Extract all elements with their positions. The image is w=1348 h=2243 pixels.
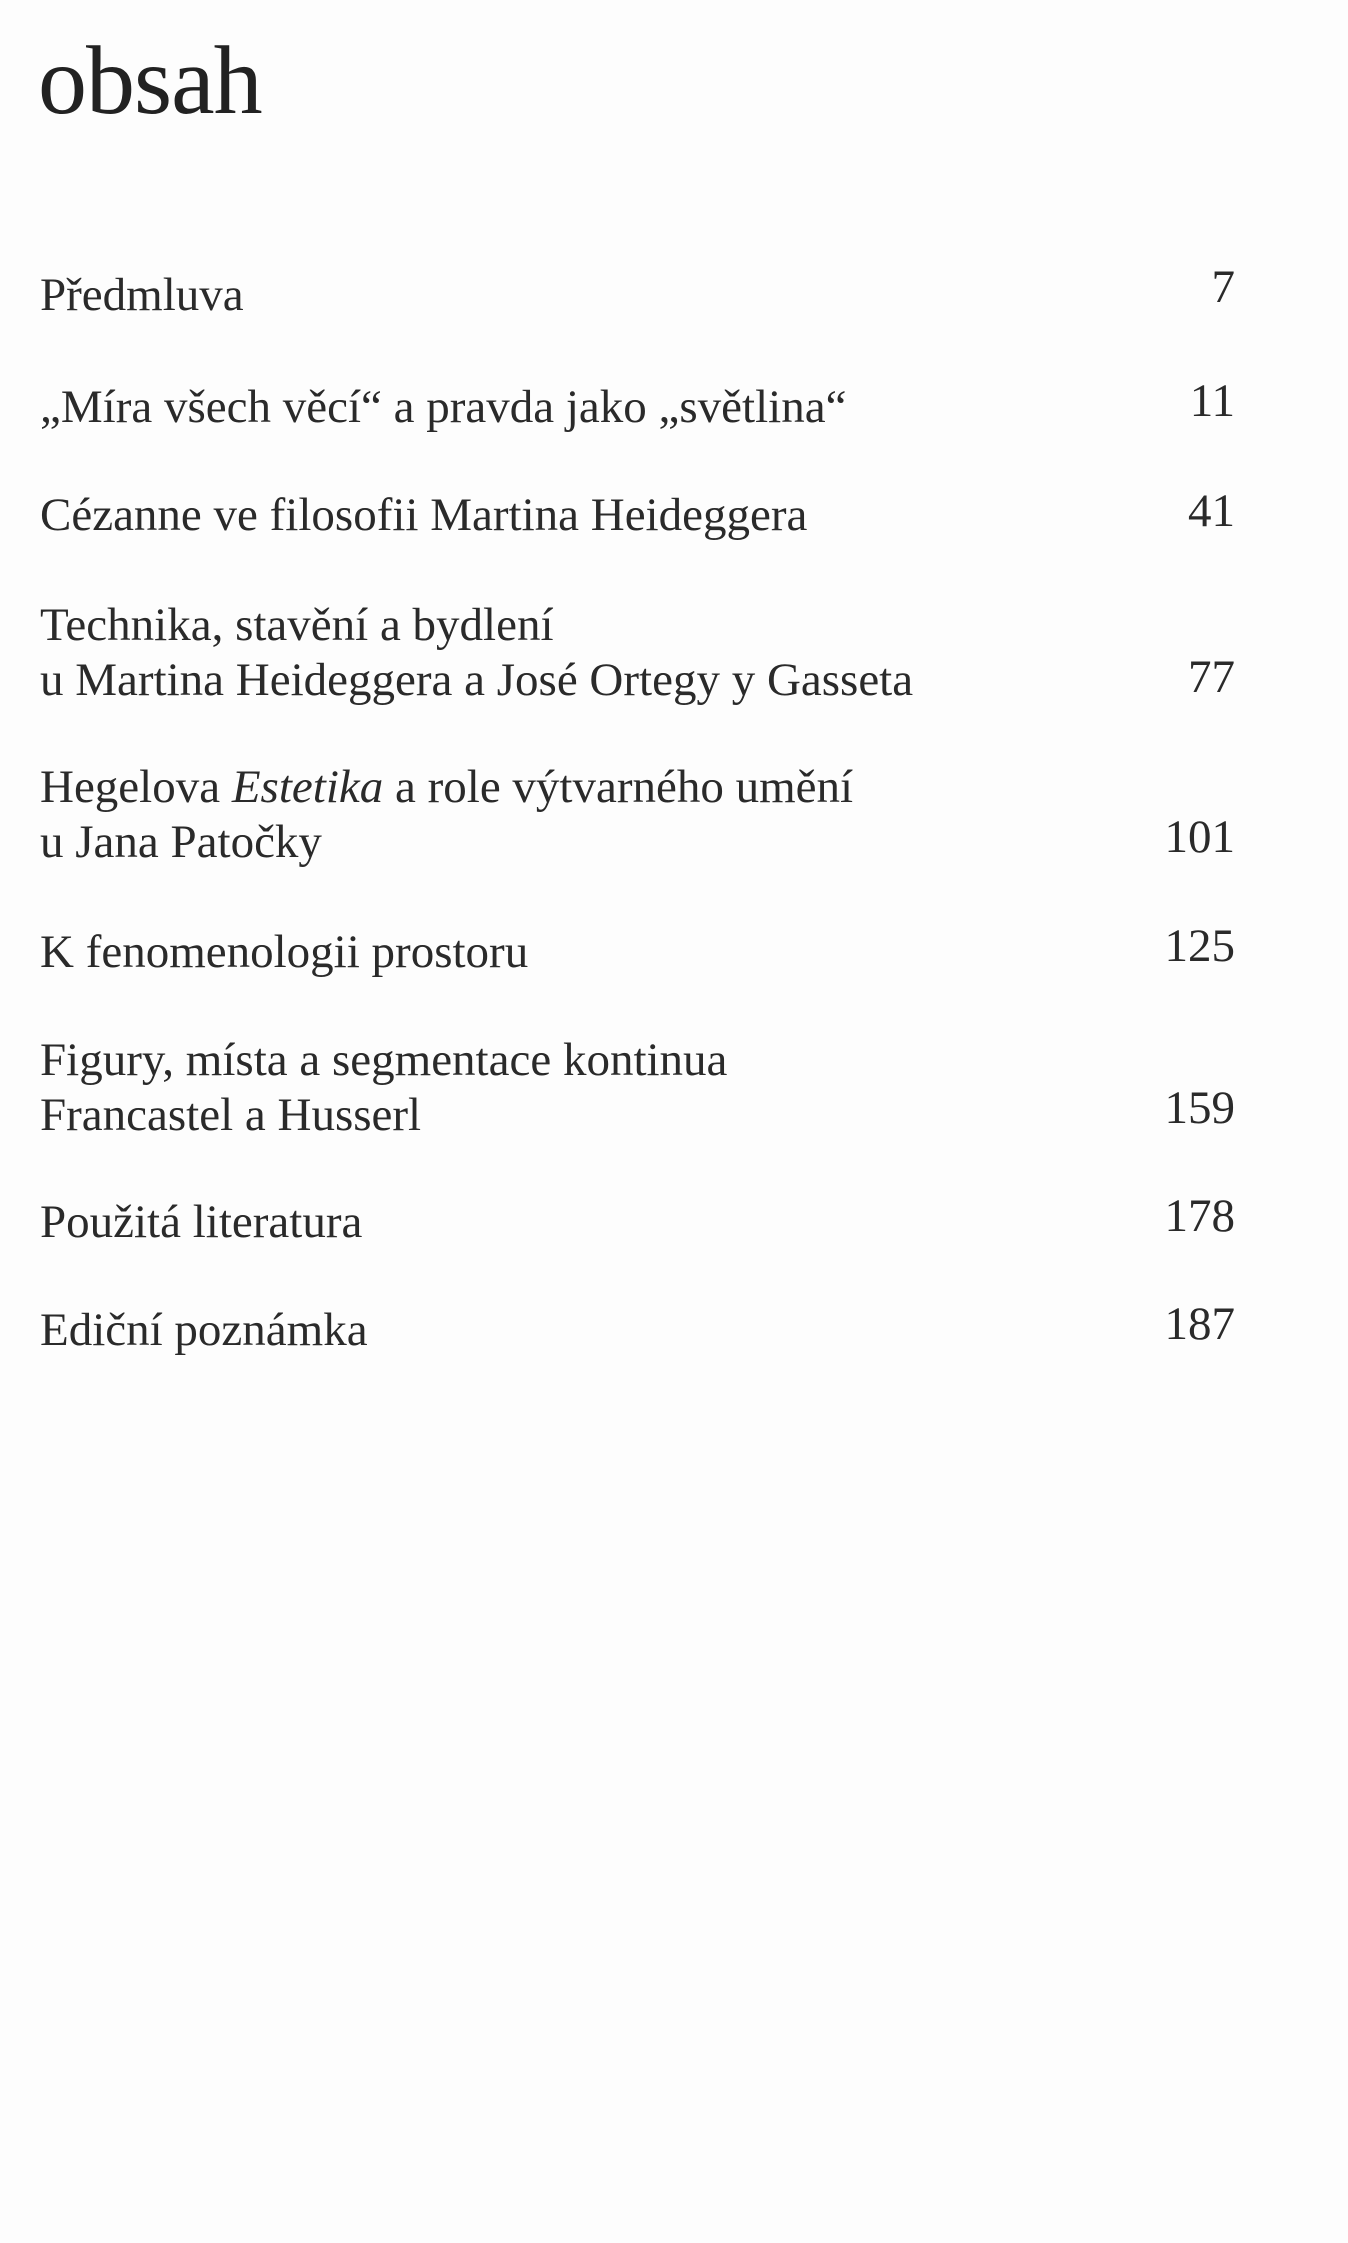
- toc-entry-title: [40, 1033, 1040, 1143]
- toc-entry-line: Ediční poznámka: [40, 1304, 368, 1356]
- toc-entry-page: 77: [1188, 651, 1235, 703]
- toc-entry-title: [40, 1195, 1040, 1250]
- toc-entry-line: Francastel a Husserl: [40, 1089, 422, 1141]
- toc-entry-page: 178: [1164, 1190, 1235, 1242]
- toc-entry-line: Použitá literatura: [40, 1196, 363, 1248]
- toc-entry-line: „Míra všech věcí“ a pravda jako „světlina“: [40, 381, 847, 433]
- page-title: obsah: [38, 27, 262, 135]
- toc-entry-italic-title: Estetika: [231, 761, 384, 813]
- toc-entry-text: Hegelova: [40, 761, 232, 813]
- toc-entry-line: Technika, stavění a bydlení: [40, 599, 554, 651]
- toc-entry-page: 11: [1189, 375, 1235, 427]
- toc-entry-page: 41: [1188, 485, 1235, 537]
- toc-entry-title: [40, 598, 1040, 708]
- toc-entry-line: u Jana Patočky: [40, 816, 322, 868]
- toc-entry-line: Cézanne ve filosofii Martina Heideggera: [40, 489, 808, 541]
- toc-entry-page: 187: [1164, 1298, 1235, 1350]
- toc-entry-title: [40, 380, 1040, 435]
- toc-entry-page: 125: [1164, 920, 1235, 972]
- toc-entry-page: 159: [1164, 1082, 1235, 1134]
- toc-entry-title: [40, 1303, 1040, 1358]
- toc-entry-page: 101: [1164, 811, 1235, 863]
- toc-entry-title: [40, 268, 1040, 323]
- toc-entry-title: [40, 488, 1040, 543]
- toc-entry-line: Figury, místa a segmentace kontinua: [40, 1034, 728, 1086]
- toc-entry-page: 7: [1211, 261, 1235, 313]
- toc-entry-line: Předmluva: [40, 269, 244, 321]
- toc-entry-text: a role výtvarného umění: [383, 761, 854, 813]
- toc-entry-title: [40, 760, 1040, 870]
- toc-entry-line: [40, 760, 1040, 815]
- toc-entry-title: [40, 925, 1040, 980]
- toc-entry-line: u Martina Heideggera a José Ortegy y Gasseta: [40, 654, 914, 706]
- toc-entry-line: K fenomenologii prostoru: [40, 926, 529, 978]
